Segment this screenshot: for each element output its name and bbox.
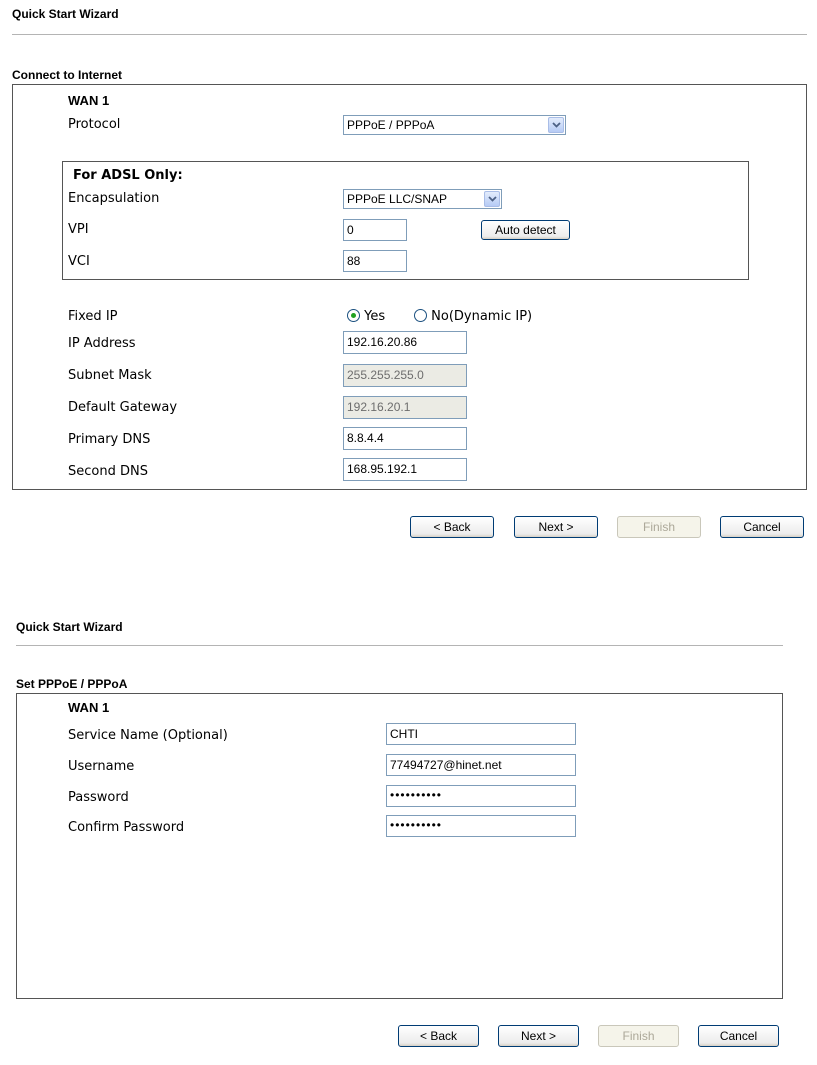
protocol-select[interactable] (343, 115, 566, 135)
vpi-label: VPI (68, 222, 89, 237)
wizard1-cancel-button[interactable]: Cancel (720, 516, 804, 538)
protocol-select-value: PPPoE / PPPoA (347, 118, 435, 132)
confirm-password-input[interactable]: •••••••••• (386, 815, 576, 837)
fixed-ip-no-radio[interactable] (414, 309, 427, 322)
adsl-only-title: For ADSL Only: (73, 168, 183, 183)
second-dns-input[interactable]: 168.95.192.1 (343, 458, 467, 481)
wizard1-section-title: Connect to Internet (12, 68, 122, 82)
fixed-ip-yes-option[interactable] (347, 309, 385, 324)
password-label: Password (68, 790, 129, 805)
encapsulation-select-value: PPPoE LLC/SNAP (347, 192, 448, 206)
vpi-input[interactable]: 0 (343, 219, 407, 241)
vci-label: VCI (68, 254, 90, 269)
protocol-label: Protocol (68, 117, 121, 132)
service-name-label: Service Name (Optional) (68, 728, 228, 743)
encapsulation-select[interactable] (343, 189, 502, 209)
wizard1-finish-button: Finish (617, 516, 701, 538)
wan1-label: WAN 1 (68, 93, 110, 108)
wizard1-header-divider (12, 34, 807, 35)
ip-address-label: IP Address (68, 336, 136, 351)
fixed-ip-no-label: No(Dynamic IP) (431, 309, 533, 324)
username-label: Username (68, 759, 135, 774)
wizard2-finish-button: Finish (598, 1025, 679, 1047)
wan1-label: WAN 1 (68, 700, 110, 715)
wizard1-back-button[interactable]: < Back (410, 516, 494, 538)
wizard2-cancel-button[interactable]: Cancel (698, 1025, 779, 1047)
fixed-ip-yes-radio[interactable] (347, 309, 360, 322)
subnet-mask-input: 255.255.255.0 (343, 364, 467, 387)
wizard1-header: Quick Start Wizard (12, 7, 119, 21)
password-input[interactable]: •••••••••• (386, 785, 576, 807)
vci-input[interactable]: 88 (343, 250, 407, 272)
fixed-ip-label: Fixed IP (68, 309, 118, 324)
chevron-down-icon[interactable] (548, 117, 564, 133)
second-dns-label: Second DNS (68, 464, 148, 479)
primary-dns-input[interactable]: 8.8.4.4 (343, 427, 467, 450)
wizard2-header-divider (16, 645, 783, 646)
wizard1-next-button[interactable]: Next > (514, 516, 598, 538)
confirm-password-label: Confirm Password (68, 820, 185, 835)
encapsulation-label: Encapsulation (68, 191, 160, 206)
username-input[interactable]: 77494727@hinet.net (386, 754, 576, 776)
ip-address-input[interactable]: 192.16.20.86 (343, 331, 467, 354)
default-gateway-input: 192.16.20.1 (343, 396, 467, 419)
chevron-down-icon[interactable] (484, 191, 500, 207)
wizard2-section-title: Set PPPoE / PPPoA (16, 677, 128, 691)
wizard2-next-button[interactable]: Next > (498, 1025, 579, 1047)
fixed-ip-yes-label: Yes (364, 309, 386, 324)
default-gateway-label: Default Gateway (68, 400, 178, 415)
subnet-mask-label: Subnet Mask (68, 368, 152, 383)
fixed-ip-no-option[interactable] (414, 309, 532, 324)
wizard2-back-button[interactable]: < Back (398, 1025, 479, 1047)
primary-dns-label: Primary DNS (68, 432, 151, 447)
auto-detect-button[interactable]: Auto detect (481, 220, 570, 240)
service-name-input[interactable]: CHTI (386, 723, 576, 745)
wizard2-header: Quick Start Wizard (16, 620, 123, 634)
